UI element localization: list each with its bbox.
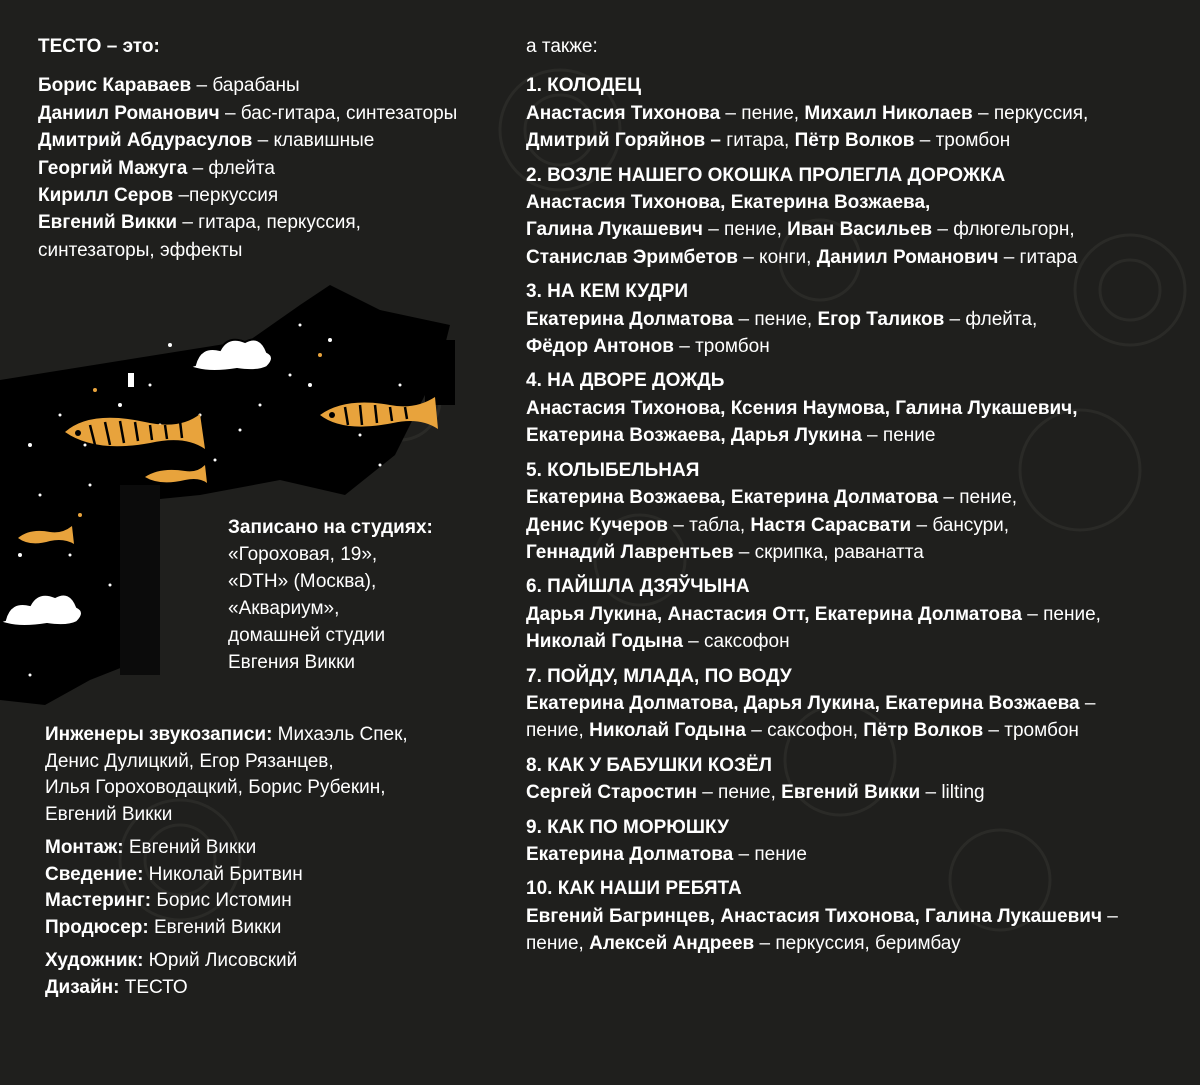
member-role: – клавишные bbox=[252, 130, 375, 152]
track-credit-line bbox=[526, 779, 1186, 806]
performer-role: – тромбон bbox=[983, 720, 1079, 742]
performer-role: – табла, bbox=[668, 514, 751, 536]
performer-role: – пение, bbox=[938, 487, 1018, 509]
performer-role: – bbox=[1079, 692, 1096, 714]
guests-intro: а также: bbox=[526, 36, 598, 57]
guests-section bbox=[526, 33, 1186, 958]
credit-label: Монтаж: bbox=[45, 837, 124, 858]
performer-role: – конги, bbox=[737, 246, 817, 268]
member-name: Евгений Викки bbox=[38, 212, 178, 234]
performer-role: – пение, bbox=[720, 102, 805, 124]
studio-line: «Гороховая, 19», bbox=[228, 544, 378, 565]
member-line bbox=[38, 182, 508, 209]
performer-role: – пение, bbox=[1022, 603, 1101, 625]
performer-name: Николай Годына bbox=[589, 720, 746, 742]
track-credit-line bbox=[526, 100, 1186, 127]
performer-name: Егор Таликов bbox=[817, 308, 945, 330]
studio-line: «Аквариум», bbox=[228, 598, 340, 619]
performer-role: – перкуссия, беримбау bbox=[754, 933, 961, 955]
performer-name: Станислав Эримбетов bbox=[526, 246, 738, 268]
track-credit-line bbox=[526, 601, 1186, 628]
performer-role: – тромбон bbox=[673, 336, 770, 358]
track-credit-line bbox=[526, 628, 1186, 655]
credit-value: Михаэль Спек, bbox=[272, 724, 408, 745]
member-role: – бас-гитара, синтезаторы bbox=[219, 102, 458, 124]
performer-name: Геннадий Лаврентьев bbox=[526, 541, 734, 563]
engineers-line: Денис Дулицкий, Егор Рязанцев, bbox=[45, 750, 334, 772]
credit-label: Мастеринг: bbox=[45, 890, 152, 911]
member-role: – барабаны bbox=[191, 75, 300, 97]
credit-label: Продюсер: bbox=[45, 916, 149, 938]
band-section bbox=[38, 33, 508, 264]
credit-value: ТЕСТО bbox=[119, 976, 188, 998]
performer-name: Денис Кучеров bbox=[526, 514, 668, 536]
credit-line bbox=[45, 915, 475, 942]
credit-line bbox=[45, 975, 475, 1002]
performer-name: Екатерина Долматова bbox=[526, 843, 734, 865]
performer-role: – скрипка, раванатта bbox=[733, 541, 924, 563]
track-credit-line bbox=[526, 244, 1186, 271]
credit-label: Дизайн: bbox=[45, 976, 120, 998]
performer-name: Екатерина Возжаева, Дарья Лукина bbox=[526, 425, 862, 447]
track-credit-line bbox=[526, 690, 1186, 717]
member-name: Даниил Романович bbox=[38, 102, 220, 124]
performer-role: – бансури, bbox=[911, 514, 1010, 536]
credit-label: Художник: bbox=[45, 950, 144, 971]
track-credit-line bbox=[526, 216, 1186, 243]
performer-name: Пётр Волков bbox=[863, 720, 984, 742]
performer-name: Алексей Андреев bbox=[589, 933, 755, 955]
performer-role: – флейта, bbox=[944, 308, 1038, 330]
engineers-line: Евгений Викки bbox=[45, 803, 173, 825]
credit-label: Инженеры звукозаписи: bbox=[45, 724, 273, 745]
credit-value: Борис Истомин bbox=[151, 890, 292, 911]
performer-name: Евгений Багринцев, Анастасия Тихонова, Галина Лукашевич bbox=[526, 905, 1102, 927]
performer-role: – пение bbox=[733, 843, 807, 865]
track-title: 3. НА КЕМ КУДРИ bbox=[526, 281, 689, 303]
performer-role: пение, bbox=[526, 933, 590, 955]
member-name: Дмитрий Абдурасулов bbox=[38, 130, 253, 152]
performer-name: Евгений Викки bbox=[781, 782, 921, 804]
track-credit-line bbox=[526, 333, 1186, 360]
track-title: 4. НА ДВОРЕ ДОЖДЬ bbox=[526, 370, 725, 392]
member-name: Георгий Мажуга bbox=[38, 157, 188, 179]
member-name: Борис Караваев bbox=[38, 75, 192, 97]
studio-section bbox=[228, 514, 488, 676]
performer-name: Михаил Николаев bbox=[804, 102, 973, 124]
track-credit-line bbox=[526, 539, 1186, 566]
studio-heading: Записано на студиях: bbox=[228, 517, 433, 538]
performer-name: Даниил Романович bbox=[816, 246, 999, 268]
performer-name: Сергей Старостин bbox=[526, 782, 697, 804]
credit-line bbox=[45, 862, 475, 889]
performer-name: Пётр Волков bbox=[794, 130, 915, 152]
performer-role: – пение, bbox=[733, 308, 818, 330]
member-line bbox=[38, 209, 508, 236]
member-line bbox=[38, 100, 508, 127]
performer-name: Иван Васильев bbox=[787, 219, 933, 241]
engineers-line: Илья Гороховодацкий, Борис Рубекин, bbox=[45, 777, 386, 798]
track-title: 10. КАК НАШИ РЕБЯТА bbox=[526, 878, 742, 900]
track-credit-line bbox=[526, 930, 1186, 957]
member-line-tail: синтезаторы, эффекты bbox=[38, 239, 243, 261]
credit-value: Евгений Викки bbox=[148, 916, 282, 938]
track-credit-line bbox=[526, 717, 1186, 744]
member-role: – гитара, перкуссия, bbox=[177, 212, 361, 234]
performer-role: пение, bbox=[526, 720, 590, 742]
performer-role: – флюгельгорн, bbox=[932, 219, 1075, 241]
performer-name: Настя Сарасвати bbox=[750, 514, 912, 536]
credit-line bbox=[45, 888, 475, 915]
performer-name: Галина Лукашевич bbox=[526, 219, 703, 241]
credit-line bbox=[45, 835, 475, 862]
track-title: 1. КОЛОДЕЦ bbox=[526, 75, 641, 97]
band-heading: ТЕСТО – это: bbox=[38, 36, 160, 57]
performer-name: Екатерина Долматова bbox=[526, 308, 734, 330]
performer-role: – bbox=[1101, 905, 1118, 927]
credit-label: Сведение: bbox=[45, 863, 144, 885]
member-line bbox=[38, 127, 508, 154]
studio-line: домашней студии bbox=[228, 625, 386, 646]
credit-value: Юрий Лисовский bbox=[143, 950, 298, 971]
performer-name: Екатерина Долматова, Дарья Лукина, Екатерина Возжаева bbox=[526, 692, 1080, 714]
track-credit-line bbox=[526, 903, 1186, 930]
performer-role: – пение, bbox=[696, 782, 782, 804]
engineers-line bbox=[45, 722, 475, 749]
performer-role: – lilting bbox=[920, 782, 985, 804]
performer-role: – перкуссия, bbox=[972, 102, 1089, 124]
track-credit-line: Анастасия Тихонова, Екатерина Возжаева, bbox=[526, 192, 931, 214]
track-credit-line: Анастасия Тихонова, Ксения Наумова, Галина Лукашевич, bbox=[526, 397, 1078, 419]
track-title: 2. ВОЗЛЕ НАШЕГО ОКОШКА ПРОЛЕГЛА ДОРОЖКА bbox=[526, 164, 1006, 186]
performer-role: гитара, bbox=[720, 130, 795, 152]
member-role: –перкуссия bbox=[173, 185, 279, 207]
member-name: Кирилл Серов bbox=[38, 185, 174, 207]
performer-name: Дмитрий Горяйнов – bbox=[526, 130, 721, 152]
performer-name: Екатерина Возжаева, Екатерина Долматова bbox=[526, 487, 939, 509]
track-credit-line bbox=[526, 484, 1186, 511]
performer-role: – пение, bbox=[702, 219, 788, 241]
performer-name: Анастасия Тихонова bbox=[526, 102, 721, 124]
track-title: 5. КОЛЫБЕЛЬНАЯ bbox=[526, 459, 700, 481]
performer-name: Николай Годына bbox=[526, 631, 683, 653]
track-title: 9. КАК ПО МОРЮШКУ bbox=[526, 816, 729, 838]
studio-line: Евгения Викки bbox=[228, 652, 356, 673]
performer-role: – саксофон bbox=[682, 631, 790, 653]
member-role: – флейта bbox=[187, 157, 275, 179]
track-credit-line bbox=[526, 512, 1186, 539]
track-credit-line bbox=[526, 306, 1186, 333]
credit-value: Евгений Викки bbox=[123, 837, 257, 858]
performer-role: – саксофон, bbox=[746, 720, 864, 742]
performer-role: – гитара bbox=[998, 246, 1078, 268]
credits-section bbox=[45, 722, 475, 1001]
credit-value: Николай Бритвин bbox=[143, 863, 303, 885]
track-title: 7. ПОЙДУ, МЛАДА, ПО ВОДУ bbox=[526, 665, 792, 687]
track-credit-line bbox=[526, 841, 1186, 868]
member-line bbox=[38, 155, 508, 182]
performer-name: Фёдор Антонов bbox=[526, 336, 674, 358]
credit-line bbox=[45, 948, 475, 975]
performer-name: Дарья Лукина, Анастасия Отт, Екатерина Долматова bbox=[526, 603, 1023, 625]
studio-line: «DTH» (Москва), bbox=[228, 571, 377, 592]
member-line bbox=[38, 72, 508, 99]
performer-role: – тромбон bbox=[914, 130, 1011, 152]
track-credit-line bbox=[526, 127, 1186, 154]
performer-role: – пение bbox=[861, 425, 936, 447]
track-title: 8. КАК У БАБУШКИ КОЗЁЛ bbox=[526, 754, 773, 776]
track-title: 6. ПАЙШЛА ДЗЯЎЧЫНА bbox=[526, 576, 750, 598]
track-credit-line bbox=[526, 422, 1186, 449]
